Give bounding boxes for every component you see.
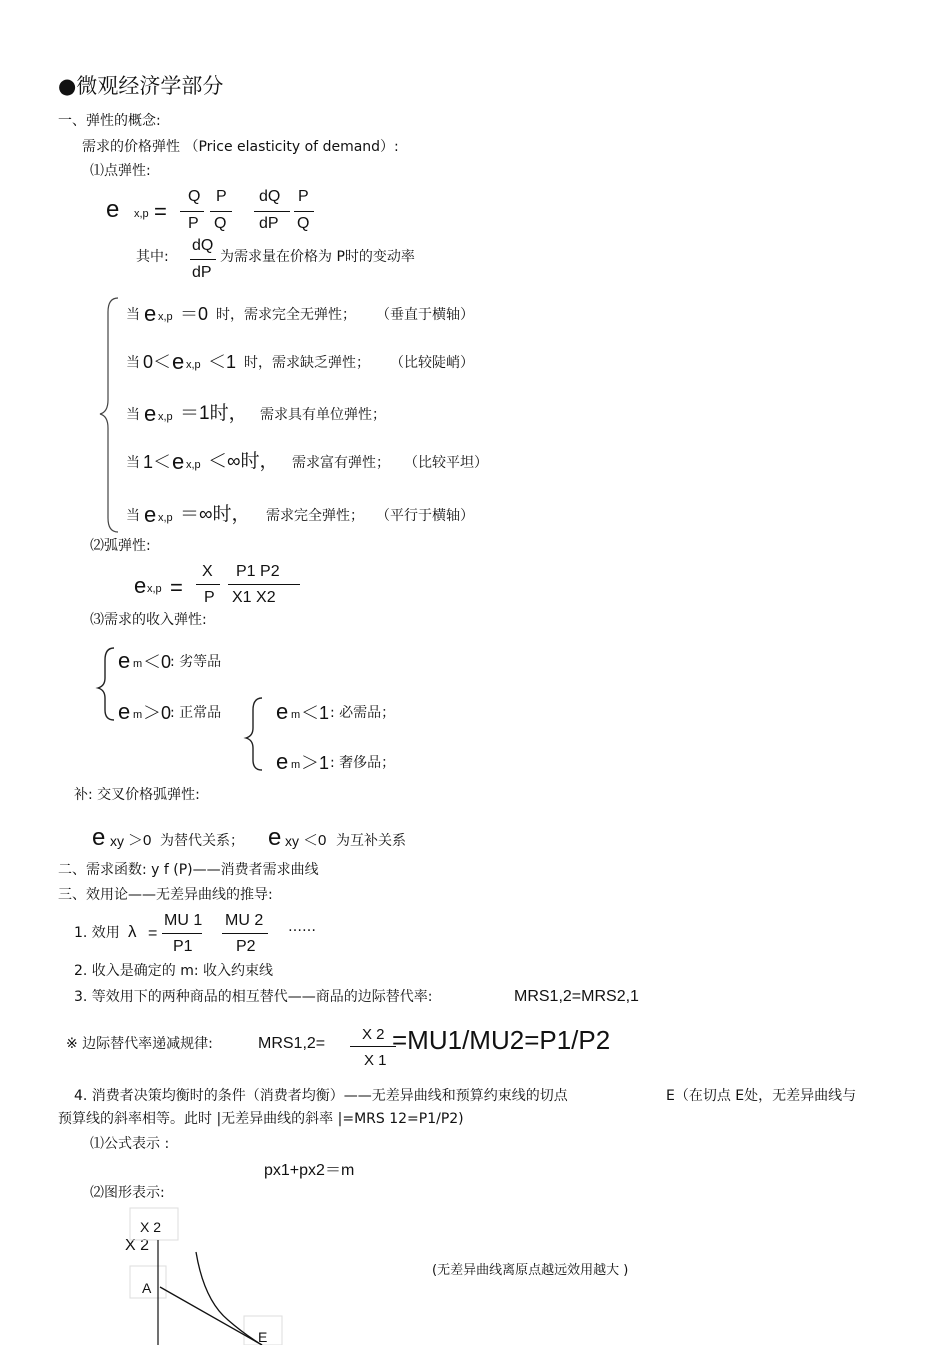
case-3-sub: x,p (186, 459, 201, 471)
arc-frac1-num: X (202, 563, 213, 580)
graph-label: ⑵图形表示: (90, 1185, 165, 1201)
income-e-1: e (118, 648, 131, 673)
arc-frac2-den: X1 X2 (232, 589, 276, 606)
normal-label: : 正常品 (170, 705, 222, 721)
mu1-num: MU 1 (164, 912, 203, 929)
income-lt1: ＜1 (301, 703, 330, 723)
law-mrs: MRS1,2= (258, 1035, 326, 1052)
case-4-sub: x,p (158, 512, 173, 524)
normal-brace (246, 698, 262, 770)
cross-lt0: ＜0 (303, 832, 327, 849)
income-e-3: e (276, 699, 289, 724)
case-3-lead: 1＜ (143, 452, 172, 472)
graph-axis-x2-lower: X 2 (125, 1237, 150, 1254)
income-elasticity-label: ⑶需求的收入弹性: (90, 612, 207, 628)
income-brace (98, 648, 114, 720)
cross-xy-1: xy (110, 833, 124, 849)
mu1-den: P1 (173, 938, 193, 955)
case-3-post: 需求富有弹性； (292, 455, 390, 471)
case-3-pre: 当 (126, 455, 140, 471)
ellipsis: …… (288, 919, 316, 935)
case-1-rel: ＜1 (208, 352, 237, 372)
law-frac-den: X 1 (364, 1052, 387, 1069)
where-label: 其中: (136, 249, 169, 265)
formula-sub-xp: x,p (134, 208, 149, 220)
law-label: ※ 边际替代率递减规律: (66, 1036, 213, 1052)
income-gt0: ＞0 (143, 703, 172, 723)
income-m-2: m (133, 709, 143, 721)
cross-e-1: e (92, 824, 106, 851)
inferior-label: : 劣等品 (170, 654, 222, 670)
section-3-heading: 三、效用论——无差异曲线的推导: (58, 887, 273, 903)
income-m-3: m (291, 709, 301, 721)
graph-note: (无差异曲线离原点越远效用越大 ) (432, 1263, 629, 1278)
frac2-den: Q (214, 215, 227, 232)
case-4-post: 需求完全弹性； (266, 508, 364, 524)
cross-elasticity-label: 补: 交叉价格弧弹性: (74, 787, 200, 803)
graph-label-box-x2 (130, 1208, 178, 1240)
graph-point-e-label: E (258, 1329, 268, 1345)
mrs-equation: MRS1,2=MRS2,1 (514, 988, 639, 1005)
case-1-pre: 当 (126, 355, 140, 371)
item-4-line-b: E（在切点 E处，无差异曲线与 (666, 1088, 857, 1104)
income-m-4: m (291, 759, 301, 771)
cross-e-2: e (268, 824, 282, 851)
complement-label: 为互补关系 (336, 833, 406, 849)
case-2-pre: 当 (126, 407, 140, 423)
case-2-rel: ＝1时， (180, 403, 248, 424)
case-4-e: e (144, 502, 157, 527)
cases-brace (100, 298, 118, 532)
graph-label-box-a (130, 1266, 166, 1298)
case-0-note: （垂直于横轴） (376, 307, 474, 323)
frac3-num: dQ (259, 188, 281, 205)
indifference-graph (130, 1208, 282, 1345)
formula-label: ⑴公式表示 : (90, 1136, 170, 1152)
law-frac-num: X 2 (362, 1026, 385, 1043)
case-3-note: （比较平坦） (404, 455, 488, 471)
page-title: ●微观经济学部分 (58, 74, 224, 98)
graph-label-box-e (244, 1316, 282, 1345)
cross-xy-2: xy (285, 833, 299, 849)
item-4-line-c: 预算线的斜率相等。此时 |无差异曲线的斜率 |=MRS 12=P1/P2) (58, 1111, 464, 1127)
graph-point-a-label: A (142, 1280, 152, 1296)
point-elasticity-label: ⑴点弹性: (90, 163, 151, 179)
graph-axis-x2-upper: X 2 (140, 1219, 162, 1235)
law-tail: =MU1/MU2=P1/P2 (392, 1025, 611, 1055)
arc-e: e (134, 573, 147, 598)
case-4-note: （平行于横轴） (376, 508, 474, 524)
luxury-label: : 奢侈品； (330, 755, 396, 771)
formula-equals: = (154, 199, 167, 224)
item-4-line-a: 4. 消费者决策均衡时的条件（消费者均衡）——无差异曲线和预算约束线的切点 (74, 1088, 568, 1104)
case-0-e: e (144, 301, 157, 326)
frac4-num: P (298, 188, 309, 205)
case-0-pre: 当 (126, 307, 140, 323)
indifference-curve (196, 1252, 262, 1345)
section-1-heading: 一、弹性的概念: (58, 113, 161, 129)
income-e-2: e (118, 699, 131, 724)
formula-e: e (106, 196, 120, 223)
item-1-equals: = (148, 925, 158, 942)
case-0-sub: x,p (158, 311, 173, 323)
arc-frac2-num: P1 P2 (236, 563, 280, 580)
cross-gt0: ＞0 (128, 832, 152, 849)
budget-equation: px1+px2＝m (264, 1162, 355, 1179)
income-e-4: e (276, 749, 289, 774)
section-2-heading: 二、需求函数: y f (P)——消费者需求曲线 (58, 862, 319, 878)
lambda-symbol: λ (128, 922, 137, 941)
item-2-label: 2. 收入是确定的 m: 收入约束线 (74, 963, 274, 979)
price-elasticity-label: 需求的价格弹性 （Price elasticity of demand）: (82, 139, 399, 155)
case-4-rel: ＝∞时， (180, 504, 251, 525)
case-1-note: （比较陡峭） (390, 355, 474, 371)
case-1-e: e (172, 349, 185, 374)
case-4-pre: 当 (126, 508, 140, 524)
arc-elasticity-label: ⑵弧弹性: (90, 538, 151, 554)
item-3-label: 3. 等效用下的两种商品的相互替代——商品的边际替代率: (74, 989, 433, 1005)
where-text: 为需求量在价格为 P时的变动率 (220, 249, 415, 265)
case-2-e: e (144, 401, 157, 426)
frac3-den: dP (259, 215, 279, 232)
substitute-label: 为替代关系； (160, 833, 244, 849)
frac1-den: P (188, 215, 199, 232)
case-1-lead: 0＜ (143, 352, 172, 372)
case-1-post: 时，需求缺乏弹性； (244, 355, 370, 371)
frac1-num: Q (188, 188, 201, 205)
necessity-label: : 必需品； (330, 705, 396, 721)
where-frac-num: dQ (192, 237, 214, 254)
case-0-rel: ＝0 (180, 304, 209, 324)
arc-frac1-den: P (204, 589, 215, 606)
case-1-sub: x,p (186, 359, 201, 371)
income-gt1: ＞1 (301, 753, 330, 773)
mu2-num: MU 2 (225, 912, 264, 929)
case-2-sub: x,p (158, 411, 173, 423)
frac4-den: Q (297, 215, 310, 232)
where-frac-den: dP (192, 264, 212, 281)
frac2-num: P (216, 188, 227, 205)
mu2-den: P2 (236, 938, 256, 955)
case-2-post: 需求具有单位弹性； (260, 407, 386, 423)
case-3-rel: ＜∞时， (208, 451, 279, 472)
income-m-1: m (133, 658, 143, 670)
arc-sub: x,p (147, 583, 162, 595)
item-1-label: 1. 效用 (74, 925, 120, 941)
arc-equals: = (170, 575, 183, 600)
case-3-e: e (172, 449, 185, 474)
income-lt0: ＜0 (143, 652, 172, 672)
case-0-post: 时，需求完全无弹性； (216, 307, 356, 323)
